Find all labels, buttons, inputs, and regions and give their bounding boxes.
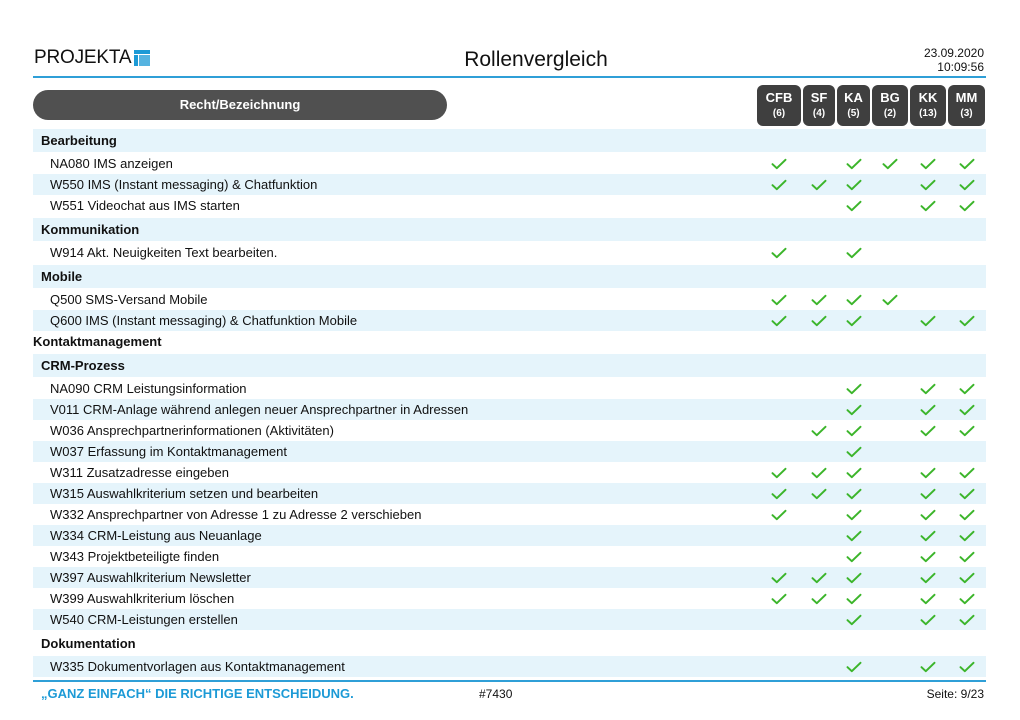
check-icon	[959, 467, 975, 479]
table-row	[33, 656, 986, 677]
table-row	[33, 174, 986, 195]
table-row	[33, 242, 986, 263]
group-header-row	[33, 354, 986, 377]
table-row	[33, 462, 986, 483]
check-icon	[920, 158, 936, 170]
group-header-row	[33, 265, 986, 288]
check-icon	[771, 294, 787, 306]
check-icon	[846, 661, 862, 673]
check-icon	[846, 488, 862, 500]
table-row	[33, 420, 986, 441]
table-row	[33, 567, 986, 588]
group-label: Bearbeitung	[41, 133, 117, 148]
group-label: Kommunikation	[41, 222, 140, 237]
check-icon	[920, 572, 936, 584]
table-row	[33, 399, 986, 420]
check-icon	[846, 593, 862, 605]
check-icon	[771, 467, 787, 479]
role-abbr: KA	[844, 90, 863, 105]
check-icon	[920, 467, 936, 479]
check-icon	[959, 425, 975, 437]
table-row	[33, 310, 986, 331]
check-icon	[882, 158, 898, 170]
check-icon	[959, 551, 975, 563]
permission-label: W311 Zusatzadresse eingeben	[50, 465, 229, 480]
check-icon	[920, 425, 936, 437]
check-icon	[811, 593, 827, 605]
check-icon	[771, 158, 787, 170]
check-icon	[959, 179, 975, 191]
permission-label: W399 Auswahlkriterium löschen	[50, 591, 235, 606]
check-icon	[846, 200, 862, 212]
group-header-row	[33, 331, 986, 352]
check-icon	[771, 572, 787, 584]
check-icon	[959, 488, 975, 500]
table-row	[33, 546, 986, 567]
permission-label: W315 Auswahlkriterium setzen und bearbeiten	[50, 486, 319, 501]
check-icon	[771, 509, 787, 521]
check-icon	[846, 315, 862, 327]
check-icon	[920, 315, 936, 327]
check-icon	[959, 509, 975, 521]
role-count: (4)	[812, 108, 826, 119]
check-icon	[959, 530, 975, 542]
check-icon	[771, 488, 787, 500]
check-icon	[920, 530, 936, 542]
check-icon	[920, 488, 936, 500]
report-time: 10:09:56	[937, 60, 984, 74]
check-icon	[920, 614, 936, 626]
column-header-right: Recht/Bezeichnung	[33, 90, 447, 120]
logo-text: PROJEKTA	[34, 47, 132, 68]
footer-divider	[33, 680, 986, 682]
permission-label: Q600 IMS (Instant messaging) & Chatfunktion Mobile	[50, 313, 358, 328]
check-icon	[959, 572, 975, 584]
table-row	[33, 588, 986, 609]
check-icon	[771, 315, 787, 327]
permission-label: W540 CRM-Leistungen erstellen	[50, 612, 238, 627]
check-icon	[846, 425, 862, 437]
check-icon	[959, 661, 975, 673]
check-icon	[959, 200, 975, 212]
permission-label: NA080 IMS anzeigen	[50, 156, 173, 171]
check-icon	[811, 425, 827, 437]
permission-label: W550 IMS (Instant messaging) & Chatfunktion	[50, 177, 318, 192]
table-row	[33, 195, 986, 216]
group-label: Mobile	[41, 269, 83, 284]
check-icon	[771, 593, 787, 605]
check-icon	[846, 404, 862, 416]
role-abbr: BG	[880, 90, 900, 105]
table-row	[33, 289, 986, 310]
check-icon	[846, 509, 862, 521]
check-icon	[811, 179, 827, 191]
role-abbr: SF	[810, 90, 828, 105]
footer-slogan: „GANZ EINFACH“ DIE RICHTIGE ENTSCHEIDUNG.	[41, 686, 354, 701]
role-abbr: CFB	[765, 90, 793, 105]
document-number: #7430	[479, 687, 513, 701]
group-header-row	[33, 129, 986, 152]
check-icon	[959, 593, 975, 605]
permission-label: W335 Dokumentvorlagen aus Kontaktmanagement	[50, 659, 345, 674]
permission-label: W037 Erfassung im Kontaktmanagement	[50, 444, 288, 459]
permission-label: W343 Projektbeteiligte finden	[50, 549, 220, 564]
table-row	[33, 378, 986, 399]
check-icon	[846, 383, 862, 395]
check-icon	[920, 509, 936, 521]
check-icon	[846, 572, 862, 584]
check-icon	[959, 383, 975, 395]
check-icon	[771, 179, 787, 191]
table-row	[33, 609, 986, 630]
role-abbr: KK	[918, 90, 938, 105]
role-count: (2)	[883, 108, 897, 119]
permission-label: W332 Ansprechpartner von Adresse 1 zu Adresse 2 verschieben	[50, 507, 422, 522]
check-icon	[811, 488, 827, 500]
role-count: (6)	[772, 108, 786, 119]
group-label: Dokumentation	[41, 636, 136, 651]
check-icon	[811, 315, 827, 327]
role-count: (3)	[960, 108, 973, 119]
check-icon	[920, 661, 936, 673]
check-icon	[846, 446, 862, 458]
page-title: Rollenvergleich	[464, 48, 608, 71]
check-icon	[920, 179, 936, 191]
check-icon	[846, 614, 862, 626]
check-icon	[846, 179, 862, 191]
check-icon	[959, 315, 975, 327]
page-number: Seite: 9/23	[926, 687, 984, 701]
check-icon	[846, 247, 862, 259]
group-label: Kontaktmanagement	[33, 334, 162, 349]
check-icon	[920, 383, 936, 395]
table-row	[33, 441, 986, 462]
check-icon	[811, 294, 827, 306]
report-date: 23.09.2020	[923, 46, 984, 60]
check-icon	[846, 467, 862, 479]
permission-label: W036 Ansprechpartnerinformationen (Aktivitäten)	[50, 423, 334, 438]
table-row	[33, 153, 986, 174]
check-icon	[920, 404, 936, 416]
group-label: CRM-Prozess	[41, 358, 125, 373]
check-icon	[882, 294, 898, 306]
check-icon	[920, 200, 936, 212]
check-icon	[846, 551, 862, 563]
permission-label: NA090 CRM Leistungsinformation	[50, 381, 247, 396]
check-icon	[846, 530, 862, 542]
role-count: (5)	[847, 108, 860, 119]
permission-label: W397 Auswahlkriterium Newsletter	[50, 570, 251, 585]
check-icon	[959, 404, 975, 416]
table-row	[33, 525, 986, 546]
table-row	[33, 504, 986, 525]
permission-label: W914 Akt. Neuigkeiten Text bearbeiten.	[50, 245, 278, 260]
permission-label: W334 CRM-Leistung aus Neuanlage	[50, 528, 262, 543]
role-count: (13)	[919, 108, 937, 119]
check-icon	[920, 593, 936, 605]
role-abbr: MM	[955, 90, 978, 105]
group-header-row	[33, 218, 986, 241]
permission-label: Q500 SMS-Versand Mobile	[50, 292, 208, 307]
check-icon	[959, 614, 975, 626]
check-icon	[846, 158, 862, 170]
check-icon	[959, 158, 975, 170]
check-icon	[920, 551, 936, 563]
check-icon	[811, 572, 827, 584]
check-icon	[771, 247, 787, 259]
permission-label: W551 Videochat aus IMS starten	[50, 198, 240, 213]
group-header-row	[33, 632, 986, 655]
permission-label: V011 CRM-Anlage während anlegen neuer Ansprechpartner in Adressen	[50, 402, 469, 417]
check-icon	[846, 294, 862, 306]
check-icon	[811, 467, 827, 479]
table-row	[33, 483, 986, 504]
